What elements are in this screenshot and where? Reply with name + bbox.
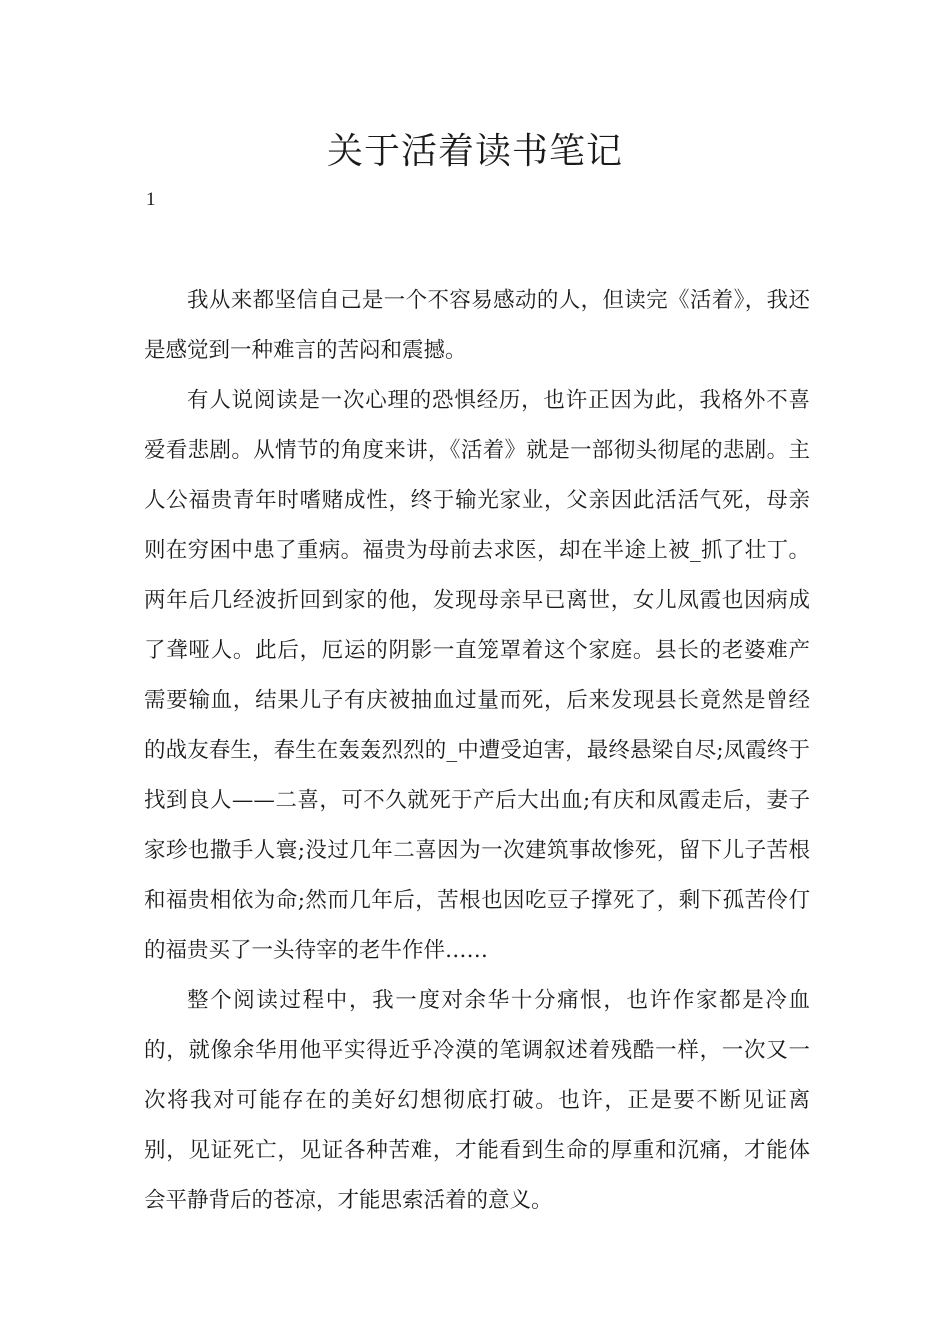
paragraph: 有人说阅读是一次心理的恐惧经历，也许正因为此，我格外不喜爱看悲剧。从情节的角度来讲，《活着》就是一部彻头彻尾的悲剧。主人公福贵青年时嗜赌成性，终于输光家业，父亲因此活活气死，母亲则在穷困中患了重病。福贵为母前去求医，却在半途上被_抓了壮丁。两年后几经波折回到家的他，发现母亲早已离世，女儿凤霞也因病成了聋哑人。此后，厄运的阴影一直笼罩着这个家庭。县长的老婆难产需要输血，结果儿子有庆被抽血过量而死，后来发现县长竟然是曾经的战友春生，春生在轰轰烈烈的_中遭受迫害，最终悬梁自尽;凤霞终于找到良人——二喜，可不久就死于产后大出血;有庆和凤霞走后，妻子家珍也撒手人寰;没过几年二喜因为一次建筑事故惨死，留下儿子苦根和福贵相依为命;然而几年后，苦根也因吃豆子撑死了，剩下孤苦伶仃的福贵买了一头待宰的老牛作伴…… — [144, 388, 810, 963]
paragraph: 整个阅读过程中，我一度对余华十分痛恨，也许作家都是冷血的，就像余华用他平实得近乎冷漠的笔调叙述着残酷一样，一次又一次将我对可能存在的美好幻想彻底打破。也许，正是要不断见证离别，见证死亡，见证各种苦难，才能看到生命的厚重和沉痛，才能体会平静背后的苍凉，才能思索活着的意义。 — [144, 988, 810, 1213]
document-title: 关于活着读书笔记 — [326, 131, 623, 172]
paragraph: 我从来都坚信自己是一个不容易感动的人，但读完《活着》，我还是感觉到一种难言的苦闷和震撼。 — [144, 288, 810, 363]
document-body — [144, 276, 810, 1226]
section-number: 1 — [146, 189, 156, 210]
